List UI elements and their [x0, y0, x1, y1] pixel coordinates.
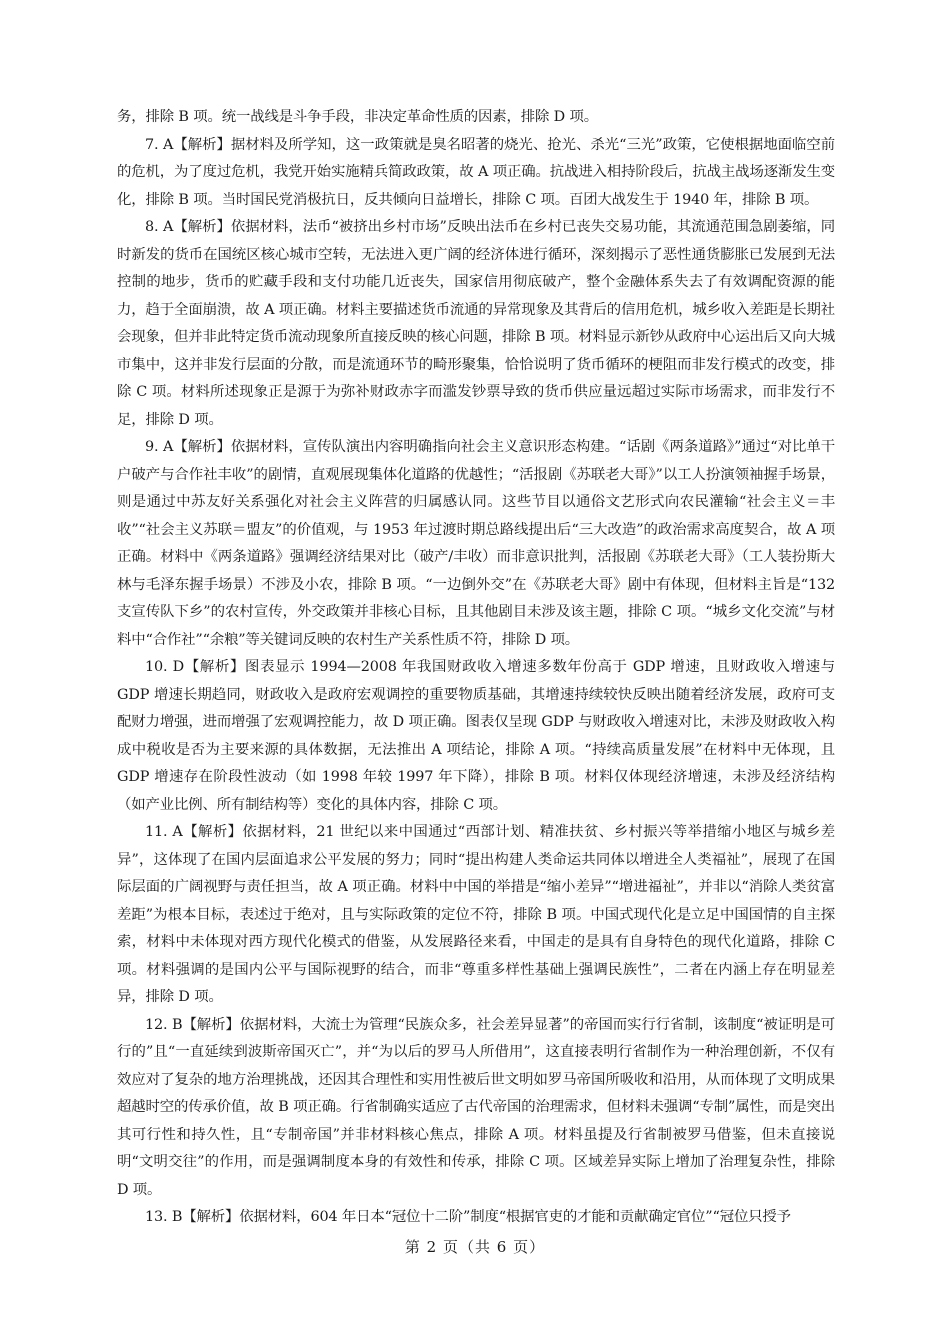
document-body	[117, 104, 835, 1232]
paragraph-answer-11: 11. A【解析】依据材料，21 世纪以来中国通过“西部计划、精准扶贫、乡村振兴等举措缩小地区与城乡差异”，这体现了在国内层面追求公平发展的努力；同时“提出构建人类命运共同体以增进全人类福祉”，展现了在国际层面的广阔视野与责任担当，故 A 项正确。材料中中国的举措是“缩小差异”“增进福祉”，并非以“消除人类贫富差距”为根本目标，表述过于绝对，且与实际政策的定位不符，排除 B 项。中国式现代化是立足中国国情的自主探索，材料中未体现对西方现代化模式的借鉴，从发展路径来看，中国走的是具有自身特色的现代化道路，排除 C 项。材料强调的是国内公平与国际视野的结合，而非“尊重多样性基础上强调民族性”，二者在内涵上存在明显差异，排除 D 项。	[117, 824, 835, 1005]
paragraph-continuation: 务，排除 B 项。统一战线是斗争手段，非决定革命性质的因素，排除 D 项。	[117, 109, 598, 125]
paragraph-answer-8: 8. A【解析】依据材料，法币“被挤出乡村市场”反映出法币在乡村已丧失交易功能，其流通范围急剧萎缩，同时新发的货币在国统区核心城市空转，无法进入更广阔的经济体进行循环，深刻揭示了恶性通货膨胀已发展到无法控制的地步，货币的贮藏手段和支付功能几近丧失，国家信用彻底破产，整个金融体系失去了有效调配资源的能力，趋于全面崩溃，故 A 项正确。材料主要描述货币流通的异常现象及其背后的信用危机，城乡收入差距是长期社会现象，但并非此特定货币流动现象所直接反映的核心问题，排除 B 项。材料显示新钞从政府中心运出后又向大城市集中，这并非发行层面的分散，而是流通环节的畸形聚集，恰恰说明了货币循环的梗阻而非发行模式的改变，排除 C 项。材料所述现象正是源于为弥补财政赤字而滥发钞票导致的货币供应量远超过实际市场需求，而非发行不足，排除 D 项。	[117, 219, 835, 428]
paragraph-answer-7: 7. A【解析】据材料及所学知，这一政策就是臭名昭著的烧光、抢光、杀光“三光”政策，它使根据地面临空前的危机，为了度过危机，我党开始实施精兵简政政策，故 A 项正确。抗战进入相持阶段后，抗战主战场逐渐发生变化，排除 B 项。当时国民党消极抗日，反共倾向日益增长，排除 C 项。百团大战发生于 1940 年，排除 B 项。	[117, 136, 835, 208]
page-number-footer: 第 2 页（共 6 页）	[404, 1238, 546, 1256]
paragraph-answer-10: 10. D【解析】图表显示 1994—2008 年我国财政收入增速多数年份高于 GDP 增速，且财政收入增速与 GDP 增速长期趋同，财政收入是政府宏观调控的重要物质基础，其增速持续较快反映出随着经济发展，政府可支配财力增强，进而增强了宏观调控能力，故 D 项正确。图表仅呈现 GDP 与财政收入增速对比，未涉及财政收入构成中税收是否为主要来源的具体数据，无法推出 A 项结论，排除 A 项。“持续高质量发展”在材料中无体现，且 GDP 增速存在阶段性波动（如 1998 年较 1997 年下降），排除 B 项。材料仅体现经济增速，未涉及经济结构（如产业比例、所有制结构等）变化的具体内容，排除 C 项。	[117, 659, 835, 813]
paragraph-answer-13: 13. B【解析】依据材料，604 年日本“冠位十二阶”制度“根据官吏的才能和贡献确定官位”“冠位只授予	[145, 1209, 791, 1225]
paragraph-answer-12: 12. B【解析】依据材料，大流士为管理“民族众多，社会差异显著”的帝国而实行行省制，该制度“被证明是可行的”且“一直延续到波斯帝国灭亡”，并“为以后的罗马人所借用”，这直接表明行省制作为一种治理创新，不仅有效应对了复杂的地方治理挑战，还因其合理性和实用性被后世文明如罗马帝国所吸收和沿用，从而体现了文明成果超越时空的传承价值，故 B 项正确。行省制确实适应了古代帝国的治理需求，但材料未强调“专制”属性，而是突出其可行性和持久性，且“专制帝国”并非材料核心焦点，排除 A 项。材料虽提及行省制被罗马借鉴，但未直接说明“文明交往”的作用，而是强调制度本身的有效性和传承，排除 C 项。区域差异实际上增加了治理复杂性，排除 D 项。	[117, 1016, 835, 1198]
paragraph-answer-9: 9. A【解析】依据材料，宣传队演出内容明确指向社会主义意识形态构建。“话剧《两条道路》”通过“对比单干户破产与合作社丰收”的剧情，直观展现集体化道路的优越性；“活报剧《苏联老大哥》”以工人扮演领袖握手场景，则是通过中苏友好关系强化对社会主义阵营的归属感认同。这些节目以通俗文艺形式向农民灌输“社会主义＝丰收”“社会主义苏联＝盟友”的价值观，与 1953 年过渡时期总路线提出后“三大改造”的政治需求高度契合，故 A 项正确。材料中《两条道路》强调经济结果对比（破产/丰收）而非意识批判，活报剧《苏联老大哥》（工人装扮斯大林与毛泽东握手场景）不涉及小农，排除 B 项。“一边倒外交”在《苏联老大哥》剧中有体现，但材料主旨是“132 支宣传队下乡”的农村宣传，外交政策并非核心目标，且其他剧目未涉及该主题，排除 C 项。“城乡文化交流”与材料中“合作社”“余粮”等关键词反映的农村生产关系性质不符，排除 D 项。	[117, 439, 835, 648]
